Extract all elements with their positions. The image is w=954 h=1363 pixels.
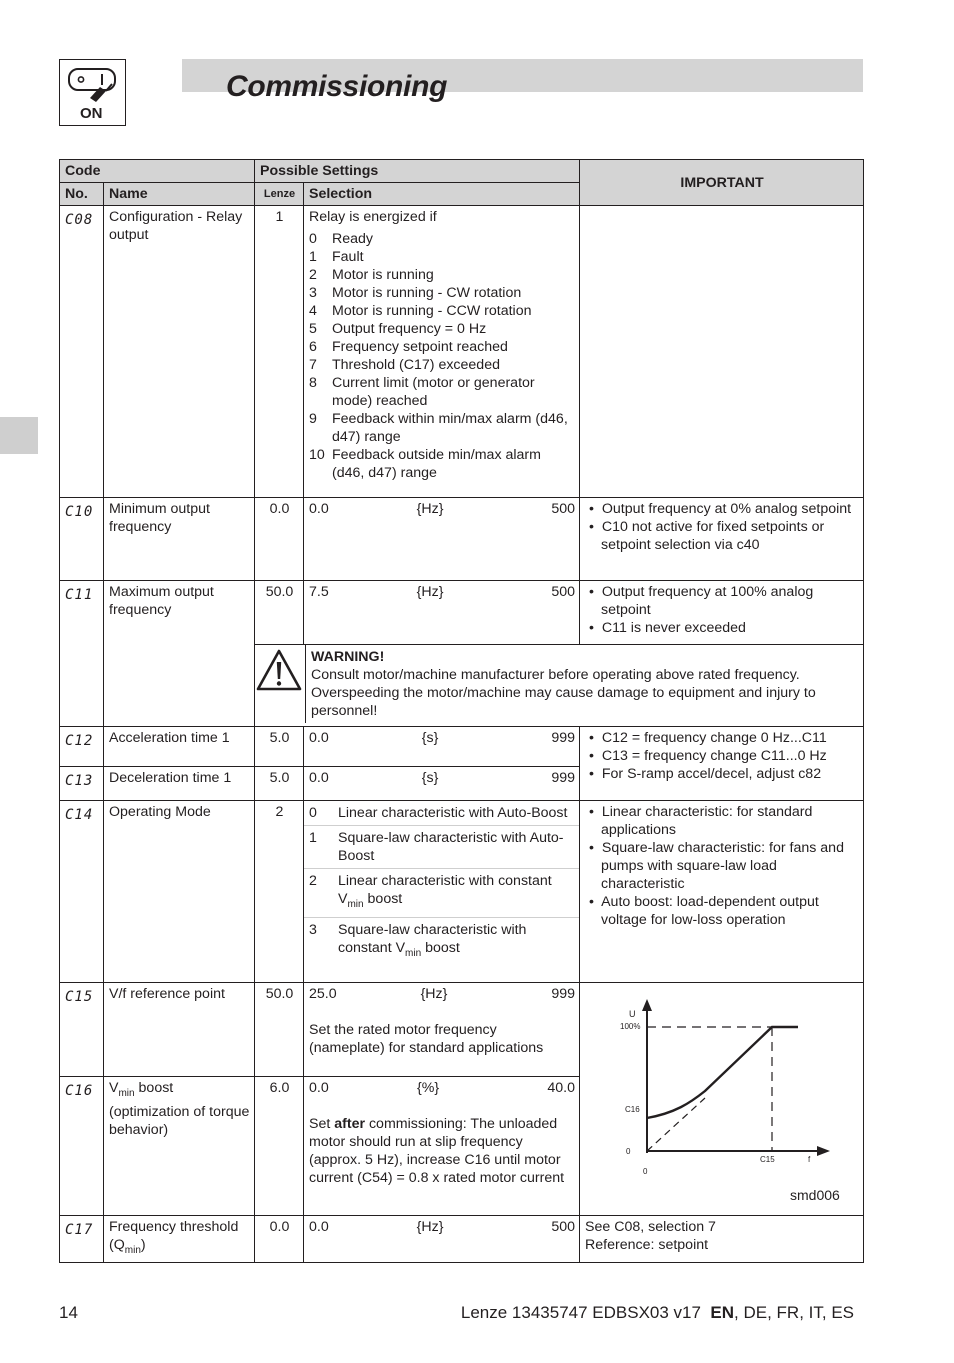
range: [309, 1218, 575, 1236]
header-lenze: Lenze: [255, 183, 304, 206]
code-c16: C16: [60, 1077, 104, 1216]
on-label: ON: [80, 105, 103, 122]
chapter-tab: [0, 417, 38, 454]
range-min: 0.0: [309, 1219, 329, 1235]
option-item: 5 Output frequency = 0 Hz: [309, 321, 487, 337]
name-c08: Configuration - Relay output: [104, 206, 255, 498]
name-c16: $V_{min}$ boost (optimization of torque behavior): [104, 1077, 255, 1216]
graph-100pct-label: 100%: [620, 1022, 641, 1031]
page-number: 14: [59, 1303, 78, 1322]
range-min: 0.0: [309, 770, 329, 786]
list-item: See C08, selection 7: [585, 1219, 716, 1235]
lenze-c10: 0.0: [255, 498, 304, 581]
on-switch-icon: [59, 59, 126, 126]
vf-curve: [647, 1027, 798, 1118]
list-item: • Linear characteristic: for standard applications: [589, 804, 813, 838]
list-item: • Output frequency at 0% analog setpoint: [589, 501, 852, 517]
list-item: Reference: setpoint: [585, 1237, 709, 1253]
table-row: [60, 727, 864, 767]
range-unit: {s}: [421, 770, 439, 786]
option-item: 10 Feedback outside min/max alarm (d46, d47) range: [309, 447, 541, 481]
lenze-c08: 1: [255, 206, 304, 498]
list-item: • Output frequency at 100% analog setpoint: [589, 584, 814, 618]
option-list: [309, 230, 575, 482]
graph-zero-y-label: 0: [626, 1147, 631, 1156]
graph-ref-label: smd006: [790, 1187, 840, 1203]
selection-intro: Relay is energized if: [309, 209, 437, 225]
name-c15: V/f reference point: [104, 983, 255, 1077]
table-row: [60, 983, 864, 1077]
list-item: • Square-law characteristic: for fans and pumps with square-law load characteristic: [589, 840, 844, 892]
name-c12: Acceleration time 1: [104, 727, 255, 767]
option-item: 0 Ready: [309, 231, 374, 247]
table-row: [60, 581, 864, 645]
code-c15: C15: [60, 983, 104, 1077]
range-unit: {s}: [421, 730, 439, 746]
range: [309, 500, 575, 518]
table-row: [60, 498, 864, 581]
option-item: 8 Current limit (motor or generator mode) reached: [309, 375, 535, 409]
important-c17: [580, 1216, 864, 1263]
selection-c16: [304, 1077, 580, 1216]
code-c12: C12: [60, 727, 104, 767]
page-title: Commissioning: [226, 70, 448, 103]
switch-icon: [60, 60, 124, 124]
selection-c14: [304, 801, 580, 983]
code-c14: C14: [60, 801, 104, 983]
important-c10: [580, 498, 864, 581]
selection-c10: [304, 498, 580, 581]
range: [309, 729, 575, 747]
table-header-row: [60, 160, 864, 183]
range: [309, 583, 575, 601]
range-unit: {Hz}: [416, 584, 444, 600]
linear-ref-line: [647, 1098, 705, 1151]
code-c11: C11: [60, 581, 104, 727]
x-axis-arrow: [817, 1146, 830, 1156]
range-max: 500: [551, 584, 576, 600]
list-item: • For S-ramp accel/decel, adjust c82: [589, 766, 822, 782]
range-max: 999: [551, 986, 575, 1002]
option-block: 1 Square-law characteristic with Auto-Boost: [304, 826, 579, 869]
vf-graph-cell: [580, 983, 864, 1216]
list-item: • C13 = frequency change C11...0 Hz: [589, 748, 827, 764]
table-row: [60, 206, 864, 498]
code-c13: C13: [60, 767, 104, 801]
range-max: 999: [551, 770, 576, 786]
table-row: [60, 1216, 864, 1263]
important-c08: [580, 206, 864, 498]
warning-block: [255, 648, 859, 720]
range-min: 25.0: [309, 986, 337, 1002]
range-min: 7.5: [309, 584, 329, 600]
vf-characteristic-graph: [580, 983, 863, 1215]
header-selection: Selection: [304, 183, 580, 206]
range-min: 0.0: [309, 501, 329, 517]
code-c17: C17: [60, 1216, 104, 1263]
selection-c11: [304, 581, 580, 645]
header-no: No.: [60, 183, 104, 206]
option-item: 9 Feedback within min/max alarm (d46, d47) range: [309, 411, 568, 445]
header-possible-settings: Possible Settings: [255, 160, 580, 183]
name-c10: Minimum output frequency: [104, 498, 255, 581]
name-c11: Maximum output frequency: [104, 581, 255, 727]
lenze-c17: 0.0: [255, 1216, 304, 1263]
lenze-c12: 5.0: [255, 727, 304, 767]
list-item: • C12 = frequency change 0 Hz...C11: [589, 730, 827, 746]
code-c10: C10: [60, 498, 104, 581]
selection-c13: [304, 767, 580, 801]
list-item: • C10 not active for fixed setpoints or setpoint selection via c40: [589, 519, 825, 553]
list-item: • Auto boost: load-dependent output voltage for low-loss operation: [589, 894, 819, 928]
name-c14: Operating Mode: [104, 801, 255, 983]
header-code: Code: [60, 160, 255, 183]
option-block: 2 Linear characteristic with constant $V_{min}$ boost: [304, 869, 579, 918]
lenze-c14: 2: [255, 801, 304, 983]
range-unit: {Hz}: [420, 986, 448, 1002]
important-c14: [580, 801, 864, 983]
c15-note: Set the rated motor frequency (nameplate) for standard applications: [309, 1022, 544, 1056]
range-max: 500: [551, 501, 576, 517]
range: [309, 769, 575, 787]
option-block: 3 Square-law characteristic with constant $V_{min}$ boost: [309, 921, 527, 959]
range-unit: {Hz}: [416, 1219, 444, 1235]
important-c11: [580, 581, 864, 645]
option-item: 1 Fault: [309, 249, 364, 265]
lenze-c13: 5.0: [255, 767, 304, 801]
warning-title: WARNING!: [311, 649, 385, 665]
option-item: 2 Motor is running: [309, 267, 434, 283]
graph-zero-x-label: 0: [643, 1167, 648, 1176]
option-item: 6 Frequency setpoint reached: [309, 339, 508, 355]
lenze-c16: 6.0: [255, 1077, 304, 1216]
c16-note: Set after commissioning: The unloaded motor should run at slip frequency (approx. 5 Hz), increase C16 until motor current (C54) = 0.8 x rated motor current: [309, 1116, 565, 1186]
header-name: Name: [104, 183, 255, 206]
y-axis-arrow: [642, 999, 652, 1011]
range: [309, 1079, 575, 1097]
warning-cell: [255, 645, 864, 727]
lenze-c11: 50.0: [255, 581, 304, 645]
range-max: 999: [551, 730, 576, 746]
range-unit: {Hz}: [416, 501, 444, 517]
range-max: 40.0: [547, 1080, 576, 1096]
option-item: 3 Motor is running - CW rotation: [309, 285, 522, 301]
name-c13: Deceleration time 1: [104, 767, 255, 801]
document-reference: Lenze 13435747 EDBSX03 v17 EN, DE, FR, IT, ES: [460, 1303, 854, 1322]
range: [309, 985, 575, 1003]
option-item: 7 Threshold (C17) exceeded: [309, 357, 500, 373]
range-min: 0.0: [309, 1080, 329, 1096]
graph-f-label: f: [808, 1155, 811, 1164]
important-c12-c13: [580, 727, 864, 801]
header-important: IMPORTANT: [580, 160, 864, 206]
selection-c12: [304, 727, 580, 767]
selection-c15: [304, 983, 580, 1077]
graph-c16-label: C16: [625, 1105, 640, 1114]
graph-u-label: U: [629, 1009, 636, 1019]
option-item: 4 Motor is running - CCW rotation: [309, 303, 532, 319]
graph-c15-label: C15: [760, 1155, 775, 1164]
code-c08: C08: [60, 206, 104, 498]
table-row: [60, 801, 864, 983]
name-c17: Frequency threshold $(Q_{min})$: [104, 1216, 255, 1263]
range-max: 500: [551, 1219, 576, 1235]
parameter-table: [59, 159, 864, 1263]
range-unit: {%}: [417, 1080, 440, 1096]
range-min: 0.0: [309, 730, 329, 746]
lenze-c15: 50.0: [255, 983, 304, 1077]
selection-c17: [304, 1216, 580, 1263]
list-item: • C11 is never exceeded: [589, 620, 746, 636]
option-block: 0 Linear characteristic with Auto-Boost: [304, 801, 579, 826]
warning-text: Consult motor/machine manufacturer before operating above rated frequency. Overspeeding the motor/machine may cause damage to equipment and injury to personnel!: [311, 667, 816, 719]
selection-c08: [304, 206, 580, 498]
warning-triangle-icon: [255, 648, 305, 720]
